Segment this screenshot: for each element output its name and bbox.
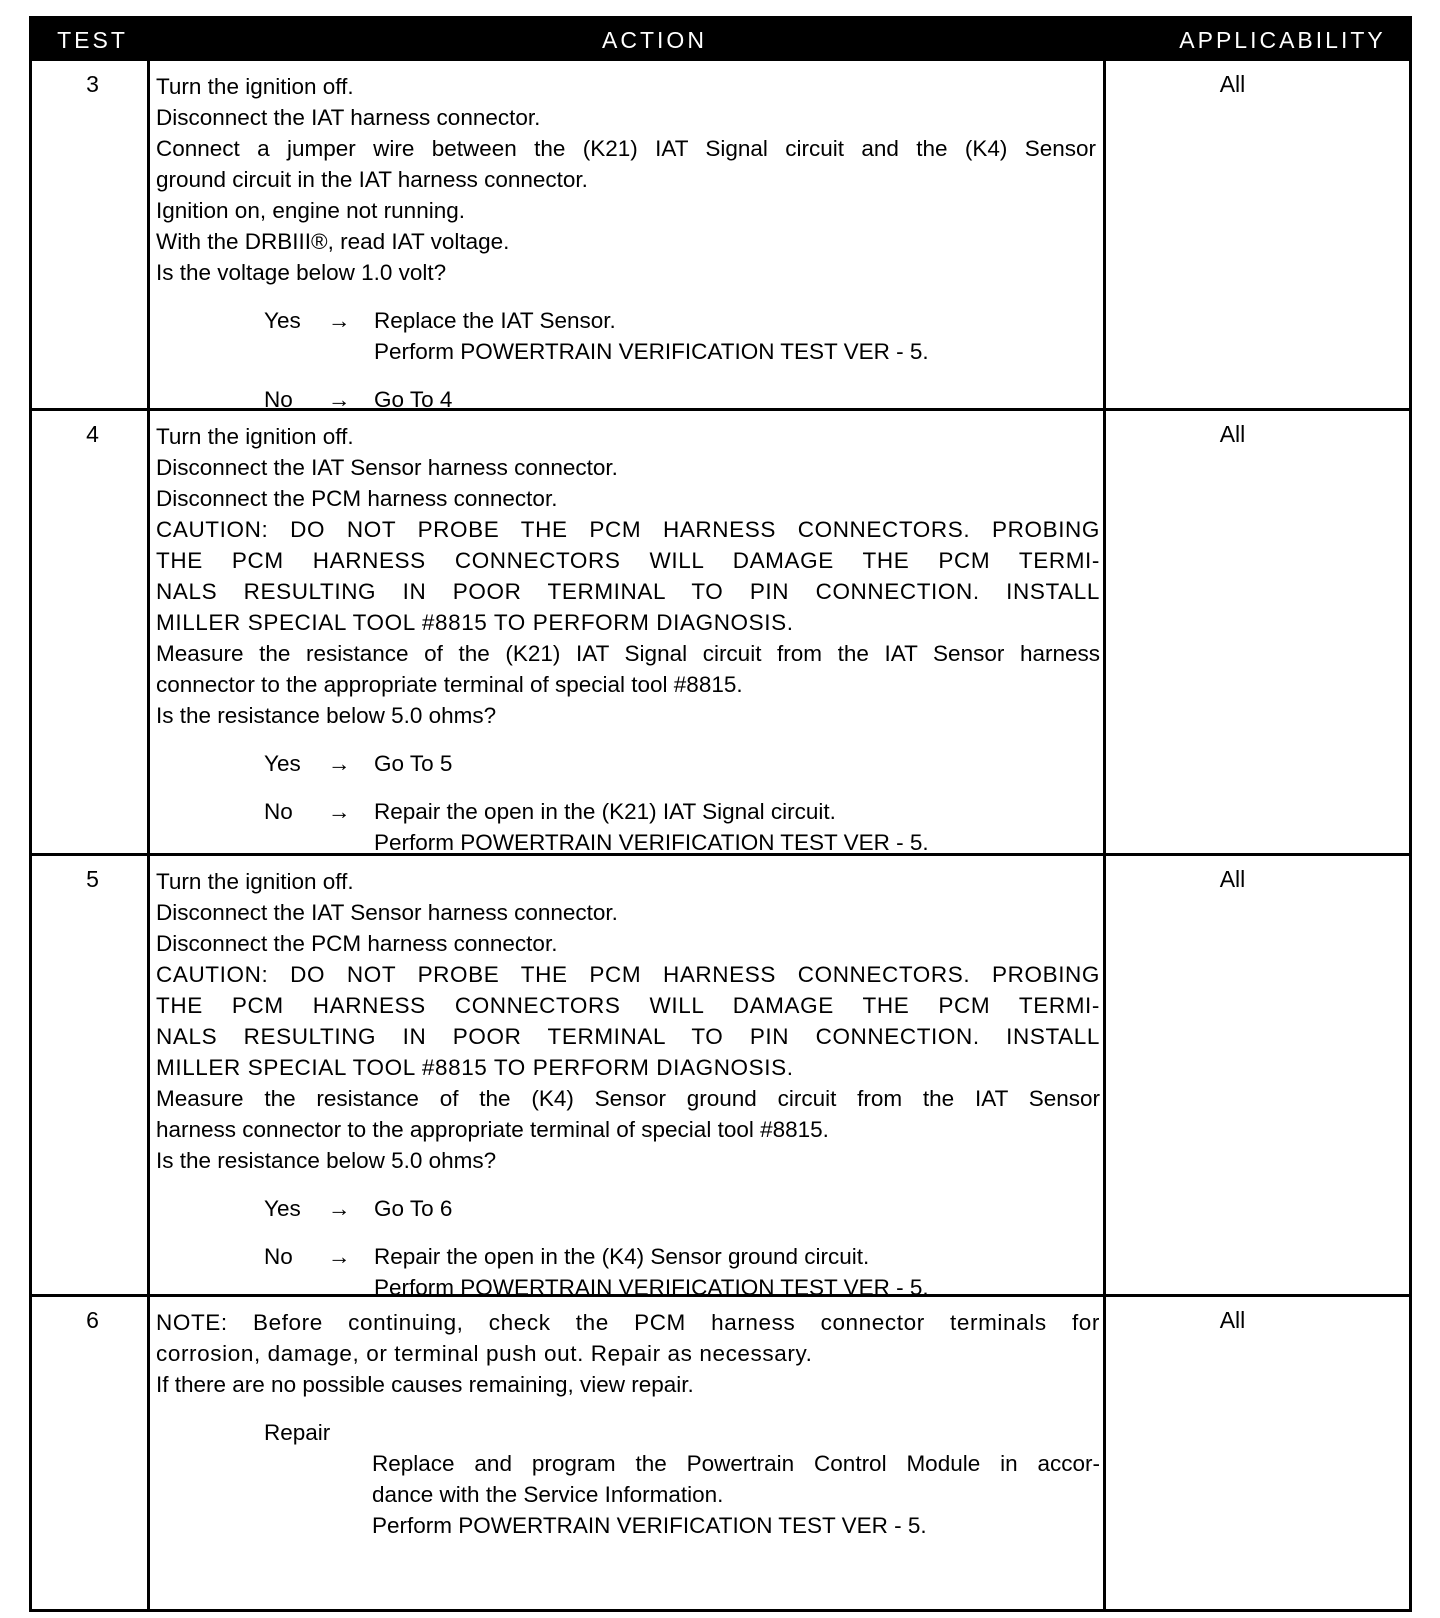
no-label: No xyxy=(264,387,293,412)
repair-label: Repair xyxy=(264,1420,331,1445)
arrow-right-icon: → xyxy=(328,308,351,333)
applicability-value: All xyxy=(1219,866,1246,892)
action-line: MILLER SPECIAL TOOL #8815 TO PERFORM DIAGNOSIS. xyxy=(156,610,794,635)
no-label: No xyxy=(264,799,293,824)
action-line: harness connector to the appropriate terminal of special tool #8815. xyxy=(156,1117,829,1142)
repair-line: Replace and program the Powertrain Control Module in accor- xyxy=(372,1451,1100,1476)
action-line: With the DRBIII®, read IAT voltage. xyxy=(156,229,510,254)
test-number: 3 xyxy=(86,71,99,97)
action-line: Measure the resistance of the (K21) IAT Signal circuit from the IAT Sensor harness xyxy=(156,641,1100,666)
yes-response xyxy=(264,748,1100,779)
table-row xyxy=(32,856,1409,1300)
action-line: corrosion, damage, or terminal push out. Repair as necessary. xyxy=(156,1341,813,1366)
action-line: Measure the resistance of the (K4) Sensor ground circuit from the IAT Sensor xyxy=(156,1086,1100,1111)
yes-text-2: Perform POWERTRAIN VERIFICATION TEST VER - 5. xyxy=(374,339,929,364)
table-header xyxy=(32,19,1409,61)
action-line: ground circuit in the IAT harness connector. xyxy=(156,167,588,192)
table-row xyxy=(32,411,1409,853)
no-text-2: Perform POWERTRAIN VERIFICATION TEST VER - 5. xyxy=(374,1275,929,1300)
no-text: Repair the open in the (K21) IAT Signal circuit. xyxy=(374,799,836,824)
action-line: NALS RESULTING IN POOR TERMINAL TO PIN CONNECTION. INSTALL xyxy=(156,579,1100,604)
action-cell xyxy=(156,866,1100,1303)
no-text: Repair the open in the (K4) Sensor ground circuit. xyxy=(374,1244,870,1269)
action-line: Disconnect the IAT Sensor harness connector. xyxy=(156,900,618,925)
action-line: NOTE: Before continuing, check the PCM harness connector terminals for xyxy=(156,1310,1100,1335)
action-cell xyxy=(156,71,1096,415)
yes-label: Yes xyxy=(264,751,301,776)
action-line: CAUTION: DO NOT PROBE THE PCM HARNESS CONNECTORS. PROBING xyxy=(156,962,1100,987)
action-line: Is the voltage below 1.0 volt? xyxy=(156,260,447,285)
action-line: Turn the ignition off. xyxy=(156,869,354,894)
action-line: Ignition on, engine not running. xyxy=(156,198,465,223)
test-number: 6 xyxy=(86,1307,99,1333)
action-line: If there are no possible causes remaining, view repair. xyxy=(156,1372,694,1397)
action-line: THE PCM HARNESS CONNECTORS WILL DAMAGE THE PCM TERMI- xyxy=(156,993,1100,1018)
yes-label: Yes xyxy=(264,1196,301,1221)
action-line: Connect a jumper wire between the (K21) IAT Signal circuit and the (K4) Sensor xyxy=(156,136,1096,161)
arrow-right-icon: → xyxy=(328,1196,351,1221)
repair-body xyxy=(372,1448,1100,1541)
yes-text: Go To 6 xyxy=(374,1196,453,1221)
action-line: MILLER SPECIAL TOOL #8815 TO PERFORM DIAGNOSIS. xyxy=(156,1055,794,1080)
action-line: Is the resistance below 5.0 ohms? xyxy=(156,1148,497,1173)
action-line: CAUTION: DO NOT PROBE THE PCM HARNESS CONNECTORS. PROBING xyxy=(156,517,1100,542)
header-action: ACTION xyxy=(602,27,707,53)
action-line: Disconnect the IAT Sensor harness connector. xyxy=(156,455,618,480)
diagnostic-table xyxy=(29,16,1412,1612)
no-label: No xyxy=(264,1244,293,1269)
yes-text: Replace the IAT Sensor. xyxy=(374,308,616,333)
yes-label: Yes xyxy=(264,308,301,333)
action-line: Disconnect the PCM harness connector. xyxy=(156,931,558,956)
no-response xyxy=(264,1241,1100,1272)
no-text: Go To 4 xyxy=(374,387,453,412)
action-line: Turn the ignition off. xyxy=(156,74,354,99)
applicability-value: All xyxy=(1219,71,1246,97)
no-text-2: Perform POWERTRAIN VERIFICATION TEST VER - 5. xyxy=(374,830,929,855)
table-row xyxy=(32,61,1409,412)
yes-response xyxy=(264,305,1096,336)
applicability-value: All xyxy=(1219,1307,1246,1333)
action-cell xyxy=(156,1307,1100,1541)
no-response xyxy=(264,796,1100,827)
applicability-value: All xyxy=(1219,421,1246,447)
action-line: connector to the appropriate terminal of special tool #8815. xyxy=(156,672,743,697)
test-number: 4 xyxy=(86,421,99,447)
test-number: 5 xyxy=(86,866,99,892)
arrow-right-icon: → xyxy=(328,799,351,824)
action-line: Disconnect the IAT harness connector. xyxy=(156,105,541,130)
action-line: NALS RESULTING IN POOR TERMINAL TO PIN CONNECTION. INSTALL xyxy=(156,1024,1100,1049)
action-line: Is the resistance below 5.0 ohms? xyxy=(156,703,497,728)
arrow-right-icon: → xyxy=(328,387,351,412)
yes-response xyxy=(264,1193,1100,1224)
repair-line: dance with the Service Information. xyxy=(372,1482,724,1507)
table-row xyxy=(32,1297,1409,1609)
action-cell xyxy=(156,421,1100,858)
header-applicability: APPLICABILITY xyxy=(1179,27,1386,53)
action-line: Disconnect the PCM harness connector. xyxy=(156,486,558,511)
arrow-right-icon: → xyxy=(328,751,351,776)
action-line: THE PCM HARNESS CONNECTORS WILL DAMAGE THE PCM TERMI- xyxy=(156,548,1100,573)
repair-line: Perform POWERTRAIN VERIFICATION TEST VER - 5. xyxy=(372,1513,927,1538)
action-line: Turn the ignition off. xyxy=(156,424,354,449)
yes-text: Go To 5 xyxy=(374,751,453,776)
arrow-right-icon: → xyxy=(328,1244,351,1269)
header-test: TEST xyxy=(57,27,128,53)
